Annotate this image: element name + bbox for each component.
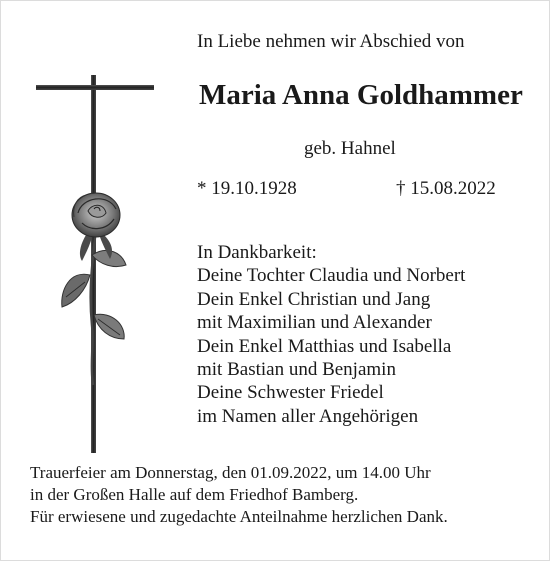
mourner-line: mit Bastian und Benjamin <box>197 359 396 381</box>
mourner-line: Deine Schwester Friedel <box>197 382 384 404</box>
mourner-line: mit Maximilian und Alexander <box>197 312 432 334</box>
mourners-heading: In Dankbarkeit: <box>197 242 317 263</box>
cross-with-rose <box>30 75 160 455</box>
birth-date: * 19.10.1928 <box>197 178 297 199</box>
service-line: Trauerfeier am Donnerstag, den 01.09.2022, um 14.00 Uhr <box>30 463 431 482</box>
intro-text: In Liebe nehmen wir Abschied von <box>197 31 465 52</box>
cross-icon <box>30 75 160 455</box>
mourners-list <box>197 241 465 428</box>
mourner-line: Deine Tochter Claudia und Norbert <box>197 265 466 287</box>
mourner-line: Dein Enkel Matthias und Isabella <box>197 335 452 357</box>
service-info <box>30 462 448 528</box>
service-line: in der Großen Halle auf dem Friedhof Bamberg. <box>30 485 359 504</box>
maiden-name: geb. Hahnel <box>304 138 396 159</box>
mourner-line: Dein Enkel Christian und Jang <box>197 288 431 310</box>
deceased-name: Maria Anna Goldhammer <box>199 79 523 111</box>
mourner-line: im Namen aller Angehörigen <box>197 405 419 427</box>
death-date: † 15.08.2022 <box>396 178 496 199</box>
thanks-line: Für erwiesene und zugedachte Anteilnahme herzlichen Dank. <box>30 507 448 526</box>
